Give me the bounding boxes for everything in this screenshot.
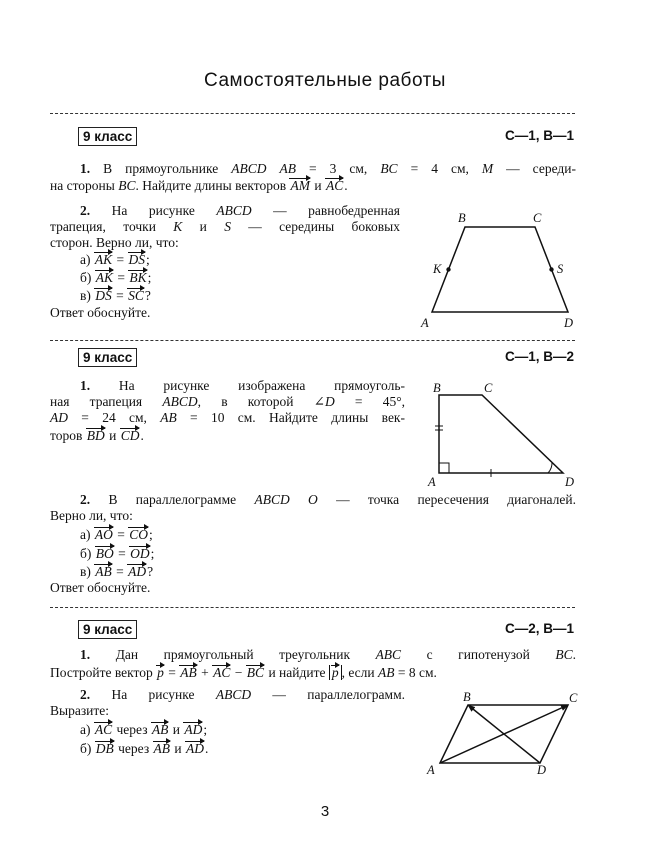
section-divider <box>50 113 575 114</box>
vector: BC <box>246 665 265 680</box>
right-trapezoid-figure <box>425 378 585 488</box>
vertex-label-c: C <box>569 691 578 705</box>
vector: p <box>331 665 339 680</box>
vertex-label-d: D <box>537 763 547 777</box>
vertex-label-c: C <box>484 381 493 395</box>
grade-box: 9 класс <box>78 620 137 639</box>
vector: AK <box>94 252 113 267</box>
task-2-text-line2: Верно ли, что: <box>50 508 133 523</box>
list-item: в) DS = SC? <box>80 288 151 303</box>
vertex-label-a: A <box>428 475 436 489</box>
vertex-label-d: D <box>564 316 574 330</box>
list-item: б) BO = OD; <box>80 546 155 561</box>
vertex-label-b: B <box>458 211 466 225</box>
vector: CO <box>129 527 149 542</box>
list-item: б) AK = BK; <box>80 270 152 285</box>
vertex-label-b: B <box>433 381 441 395</box>
vertex-label-b: B <box>463 690 471 704</box>
point-k <box>446 267 450 271</box>
vector: DS <box>95 288 112 303</box>
page-number: 3 <box>320 803 330 820</box>
task-2-text: 2. На рисунке ABCD — параллелограмм. <box>80 687 405 702</box>
list-item: в) AB = AD? <box>80 564 154 579</box>
parallelogram-figure <box>422 690 592 780</box>
vector: SC <box>128 288 144 303</box>
vector-magnitude <box>329 665 342 680</box>
vector: AD <box>184 722 203 737</box>
vertex-label-s: S <box>557 262 564 276</box>
diagonal-db <box>468 705 540 763</box>
variant-label: С—2, В—1 <box>504 621 574 636</box>
task-1-text-line2: на стороны BC. Найдите длины векторов AM и AC. <box>50 178 348 193</box>
task-1-text-line3: AD = 24 см, AB = 10 см. Найдите длины век- <box>50 410 405 425</box>
variant-label: С—1, В—1 <box>504 128 574 143</box>
grade-box: 9 класс <box>78 348 137 367</box>
task-2-text-line3: сторон. Верно ли, что: <box>50 235 179 250</box>
right-angle-mark <box>439 463 449 473</box>
list-item: б) DB через AB и AD. <box>80 741 209 756</box>
section-divider <box>50 607 575 608</box>
vector: CD <box>120 428 140 443</box>
vector: AK <box>95 270 114 285</box>
vector: AB <box>180 665 197 680</box>
point-s <box>549 267 553 271</box>
vector: AC <box>213 665 231 680</box>
vertex-label-a: A <box>421 316 429 330</box>
list-item: а) AC через AB и AD; <box>80 722 208 737</box>
task-2-text: 2. В параллелограмме ABCD O — точка пересечения диагоналей. <box>80 492 576 507</box>
task-1-text: 1. В прямоугольнике ABCD AB = 3 см, BC = 4 см, M — середи- <box>80 161 576 176</box>
answer-note: Ответ обоснуйте. <box>50 580 151 595</box>
page-title: Самостоятельные работы <box>204 70 446 91</box>
vector: BO <box>95 546 114 561</box>
vector: AB <box>95 564 112 579</box>
list-item: а) AK = DS; <box>80 252 150 267</box>
vector: p <box>157 665 164 680</box>
task-1-text-line2: ная трапеция ABCD, в которой ∠D = 45°, <box>50 394 406 409</box>
task-1-text-line2: Постройте вектор p = AB + AC − BC и найдите p , если AB = 8 см. <box>50 665 437 680</box>
task-1-text: 1. На рисунке изображена прямоуголь- <box>80 378 406 393</box>
task-2-text-line2: трапеция, точки K и S — середины боковых <box>50 219 400 234</box>
variant-label: С—1, В—2 <box>504 349 574 364</box>
vector: OD <box>130 546 150 561</box>
vertex-label-d: D <box>565 475 575 489</box>
vector: AM <box>290 178 310 193</box>
task-1-text-line4: торов BD и CD. <box>50 428 144 443</box>
vertex-label-c: C <box>533 211 542 225</box>
task-2-text: 2. На рисунке ABCD — равнобедренная <box>80 203 400 218</box>
section-divider <box>50 340 575 341</box>
vector: AO <box>94 527 113 542</box>
isosceles-trapezoid-figure <box>415 205 590 330</box>
answer-note: Ответ обоснуйте. <box>50 305 151 320</box>
vector: BD <box>86 428 105 443</box>
vertex-label-a: A <box>427 763 435 777</box>
vector: AD <box>128 564 147 579</box>
vector: BK <box>129 270 147 285</box>
list-item: а) AO = CO; <box>80 527 153 542</box>
task-2-text-line2: Выразите: <box>50 703 110 718</box>
vertex-label-k: K <box>433 262 442 276</box>
grade-box: 9 класс <box>78 127 137 146</box>
vector: DS <box>128 252 146 267</box>
task-1-text: 1. Дан прямоугольный треугольник ABC с гипотенузой BC. <box>80 647 576 662</box>
vector: AC <box>325 178 344 193</box>
vector: AB <box>151 722 169 737</box>
trapezoid-shape <box>439 395 563 473</box>
vector: DB <box>95 741 114 756</box>
vector: AC <box>94 722 113 737</box>
vector: AB <box>153 741 171 756</box>
vector: AD <box>186 741 205 756</box>
trapezoid-shape <box>432 227 568 312</box>
angle-arc <box>548 462 552 473</box>
